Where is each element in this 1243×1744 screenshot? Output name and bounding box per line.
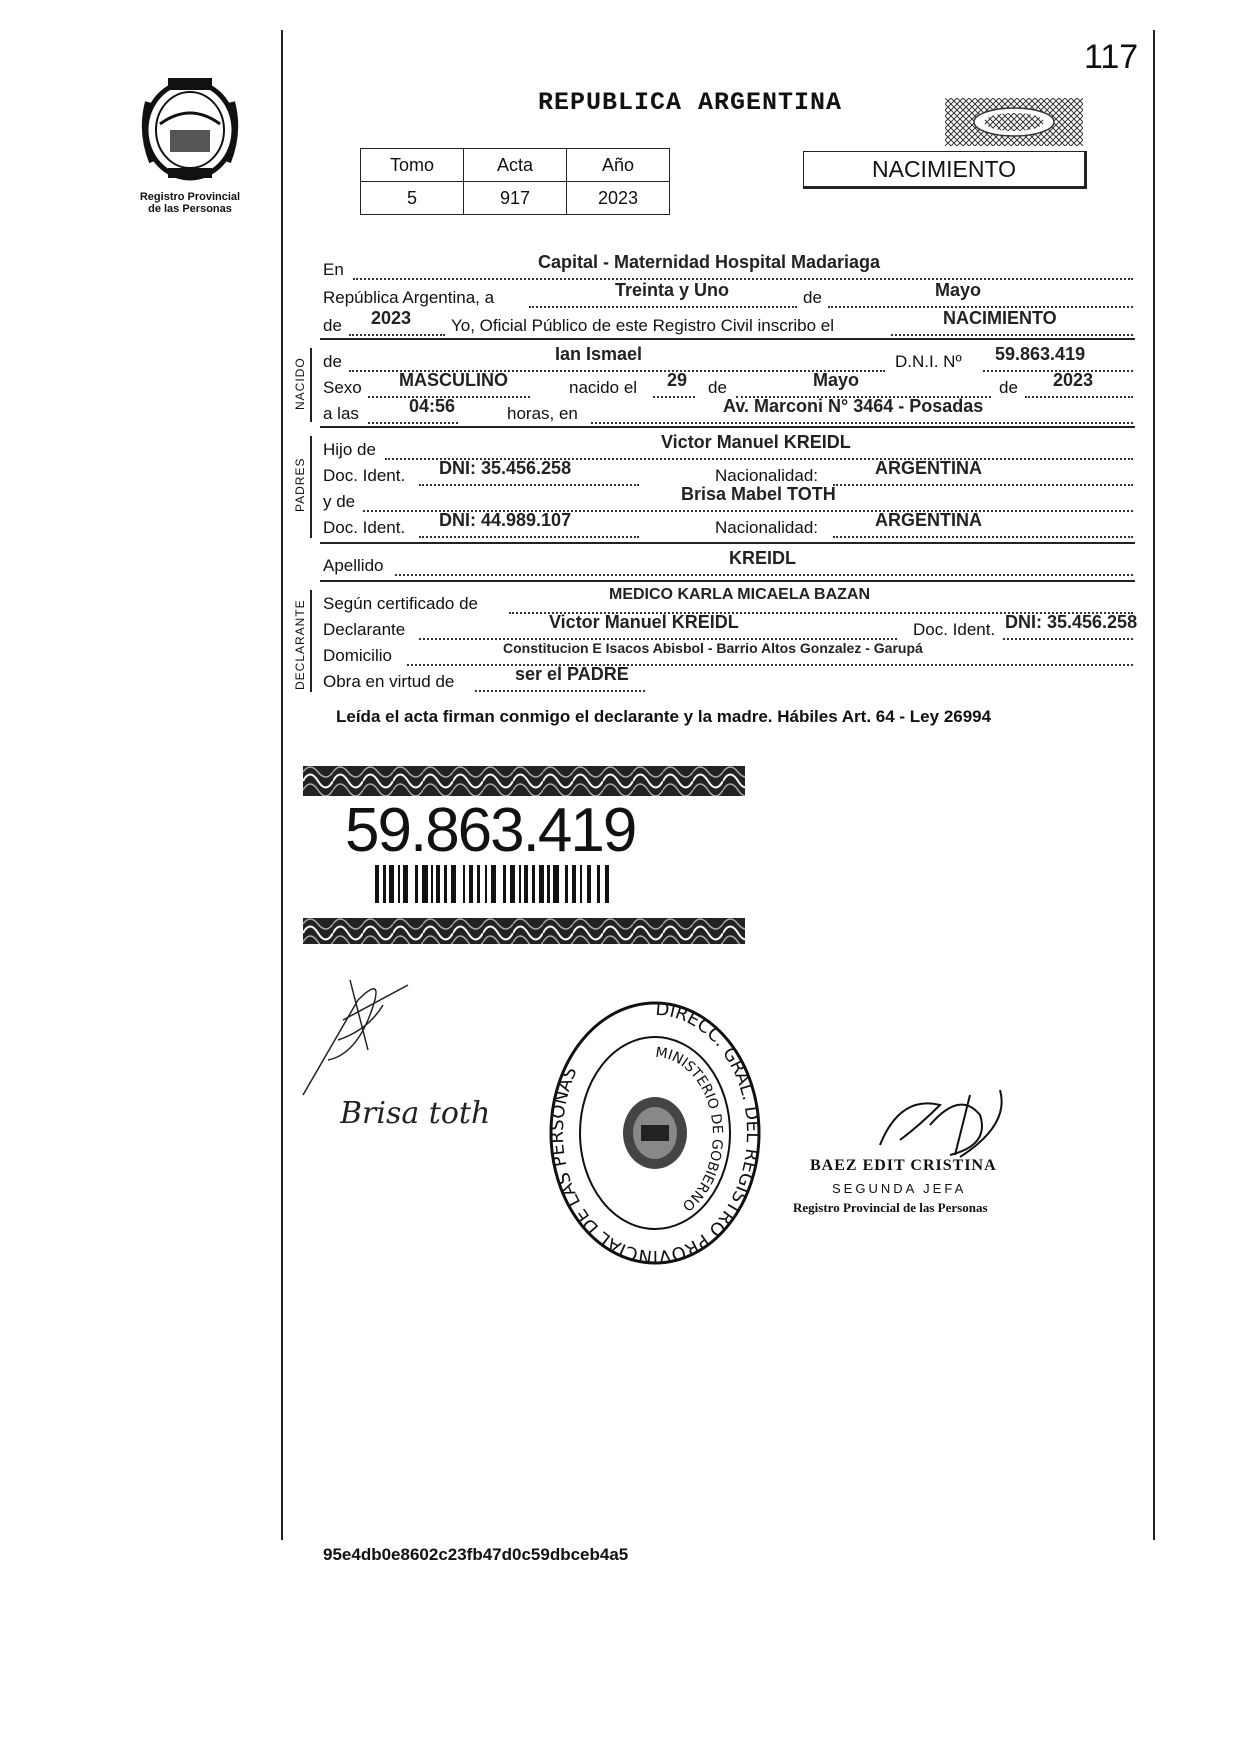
value-certificado: MEDICO KARLA MICAELA BAZAN — [609, 586, 871, 603]
separator — [320, 426, 1135, 428]
label-doc-ident: Doc. Ident. — [323, 466, 406, 485]
closing-text: Leída el acta firman conmigo el declarante y la madre. Hábiles Art. 64 - Ley 26994 — [336, 707, 992, 726]
document-hash: 95e4db0e8602c23fb47d0c59dbceb4a5 — [323, 1545, 629, 1564]
official-round-seal — [545, 995, 765, 1265]
table-header: Año — [567, 149, 670, 182]
side-label-padres: PADRES — [293, 457, 307, 512]
provincial-seal — [120, 72, 260, 215]
table-cell: 917 — [464, 182, 567, 215]
section-bar — [310, 436, 312, 538]
value-mes: Mayo — [935, 280, 982, 300]
official-role: SEGUNDA JEFA — [832, 1181, 967, 1196]
declarant-signature — [298, 960, 438, 1100]
value-declarante: Victor Manuel KREIDL — [549, 612, 739, 632]
seal-caption-2: de las Personas — [148, 203, 232, 215]
separator — [320, 580, 1135, 582]
row-apellido — [323, 548, 1133, 578]
value-madre: Brisa Mabel TOTH — [681, 484, 836, 504]
right-margin-line — [1153, 30, 1155, 1540]
row-declarante — [323, 612, 1138, 642]
label-doc-ident: Doc. Ident. — [323, 518, 406, 537]
label-doc-ident: Doc. Ident. — [913, 620, 996, 639]
seal-caption-1: Registro Provincial — [139, 191, 241, 203]
value-nombre: Ian Ismael — [555, 344, 643, 364]
label-nacionalidad: Nacionalidad: — [715, 466, 819, 485]
record-type-box: NACIMIENTO — [803, 151, 1087, 189]
label-sexo: Sexo — [323, 378, 362, 397]
label-nacido-el: nacido el — [569, 378, 638, 397]
label-declarante: Declarante — [323, 620, 406, 639]
seal-emblem-icon — [623, 1097, 687, 1169]
value-lugar: Capital - Maternidad Hospital Madariaga — [538, 252, 881, 272]
identity-number: 59.863.419 — [345, 796, 636, 865]
label-y-de: y de — [323, 492, 356, 511]
official-institution: Registro Provincial de las Personas — [793, 1200, 988, 1215]
value-en-virtud: ser el PADRE — [515, 664, 629, 684]
label-hijo-de: Hijo de — [323, 440, 376, 459]
official-signature — [860, 1085, 1030, 1165]
value-domicilio-nac: Av. Marconi N° 3464 - Posadas — [723, 396, 984, 416]
table-header: Acta — [464, 149, 567, 182]
label-en: En — [323, 260, 344, 279]
value-apellido: KREIDL — [729, 548, 796, 568]
acta-table — [360, 148, 670, 215]
label-apellido: Apellido — [323, 556, 384, 575]
seal-inner-path: MINISTERIO DE GOBIERNO — [654, 1044, 726, 1214]
security-band-bottom — [303, 918, 745, 944]
official-name: BAEZ EDIT CRISTINA — [810, 1157, 997, 1174]
mother-signature — [340, 1085, 490, 1135]
label-de-anio: de — [999, 378, 1018, 397]
label-dni: D.N.I. Nº — [895, 352, 962, 371]
label-horas-en: horas, en — [507, 404, 578, 423]
label-de-nombre: de — [323, 352, 342, 371]
value-anio-nac: 2023 — [1053, 370, 1094, 390]
label-a-las: a las — [323, 404, 359, 423]
misiones-coat-of-arms-icon — [130, 72, 250, 182]
value-anio: 2023 — [371, 308, 412, 328]
value-tipo: NACIMIENTO — [943, 308, 1057, 328]
value-dni-padre: DNI: 35.456.258 — [439, 458, 572, 478]
value-mes-nac: Mayo — [813, 370, 860, 390]
label-republica: República Argentina, a — [323, 288, 495, 307]
dotted-line — [736, 378, 991, 398]
value-nac-madre: ARGENTINA — [875, 510, 982, 530]
value-dia-nac: 29 — [667, 370, 688, 390]
separator — [320, 542, 1135, 544]
value-dni-declarante: DNI: 35.456.258 — [1005, 612, 1138, 632]
section-bar — [310, 348, 312, 422]
value-dni: 59.863.419 — [995, 344, 1086, 364]
label-domicilio: Domicilio — [323, 646, 392, 665]
row-domicilio — [323, 642, 1133, 668]
label-obra-en-virtud: Obra en virtud de — [323, 672, 455, 691]
security-band-top — [303, 766, 745, 796]
row-inscripcion — [323, 308, 1133, 338]
table-cell: 2023 — [567, 182, 670, 215]
row-fecha — [323, 280, 1133, 310]
row-lugar — [323, 252, 1133, 282]
row-madre-doc — [323, 510, 1133, 540]
label-de: de — [323, 316, 342, 335]
value-dia-letras: Treinta y Uno — [615, 280, 730, 300]
mother-signature-text: Brisa toth — [340, 1096, 490, 1131]
value-sexo: MASCULINO — [399, 370, 508, 390]
value-padre: Victor Manuel KREIDL — [661, 432, 851, 452]
page-number: 117 — [1084, 38, 1139, 76]
table-header: Tomo — [361, 149, 464, 182]
label-de: de — [803, 288, 822, 307]
label-nacionalidad: Nacionalidad: — [715, 518, 819, 537]
side-label-nacido: NACIDO — [293, 357, 307, 410]
row-en-virtud — [323, 664, 1133, 694]
label-de-mes: de — [708, 378, 727, 397]
row-hora — [323, 396, 1133, 426]
value-nac-padre: ARGENTINA — [875, 458, 982, 478]
seal-outer-path: DIRECC. GRAL. DEL REGISTRO PROVINCIAL DE LAS PERSONAS — [546, 998, 764, 1265]
value-domicilio-declarante: Constitucion E Isacos Abisbol - Barrio Altos Gonzalez - Garupá — [503, 640, 923, 656]
side-label-declarante: DECLARANTE — [293, 599, 307, 690]
separator — [320, 338, 1135, 340]
label-segun-certificado: Según certificado de — [323, 594, 478, 613]
security-stamp-icon — [945, 98, 1083, 146]
value-hora: 04:56 — [409, 396, 456, 416]
section-bar — [310, 590, 312, 692]
value-dni-madre: DNI: 44.989.107 — [439, 510, 572, 530]
left-margin-line — [281, 30, 283, 1540]
document-title: REPUBLICA ARGENTINA — [538, 88, 843, 117]
label-yo: Yo, Oficial Público de este Registro Civil inscribo el — [451, 316, 834, 335]
table-cell: 5 — [361, 182, 464, 215]
barcode-icon — [375, 865, 615, 903]
